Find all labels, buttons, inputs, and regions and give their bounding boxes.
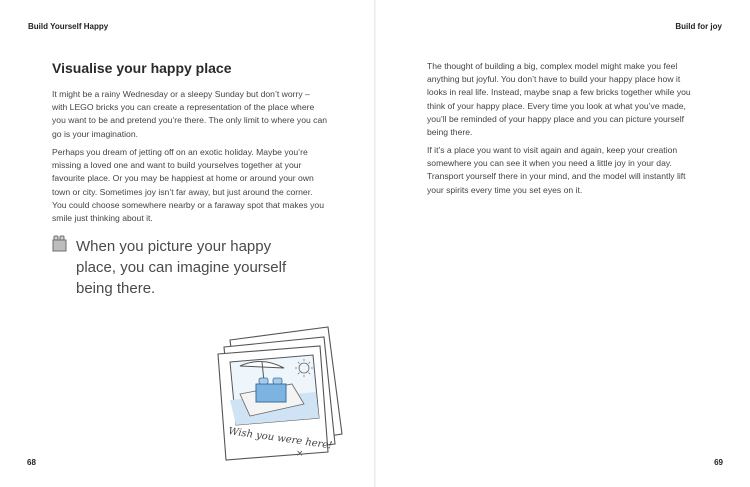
body-paragraph: If it’s a place you want to visit again and again, keep your creation somewhere you can see it when you need a little joy in your day. Transport yourself there in your mind, and the model will instantly lift your spirits every time you set eyes on it. — [427, 145, 686, 195]
lego-brick-icon — [50, 233, 70, 253]
page-number-right: 69 — [714, 458, 723, 467]
x-mark-icon: × — [296, 449, 304, 459]
right-page — [375, 0, 750, 487]
running-head-left: Build Yourself Happy — [28, 22, 109, 31]
body-paragraph: Perhaps you dream of jetting off on an exotic holiday. Maybe you’re missing a loved one and want to build yourselves together at your favourite place. Or you may be happiest at home or around your own town or city. Sometimes joy isn’t far away, but just around the corner. You could choose somewhere nearby or a faraway spot that makes you smile just thinking about it. — [52, 147, 324, 224]
body-paragraph: The thought of building a big, complex model might make you feel anything but joyful. You don’t have to build your happy place how it looks in real life. Instead, maybe snap a few bricks together while you think of your happy place. Every time you look at what you’ve made, you’ll be reminded of your happy place and you can picture yourself being there. — [427, 61, 691, 138]
polaroid-photos-illustration — [200, 322, 350, 462]
pull-quote: When you picture your happy place, you can imagine yourself being there. — [76, 238, 287, 297]
section-heading: Visualise your happy place — [52, 60, 232, 76]
body-paragraph: It might be a rainy Wednesday or a sleepy Sunday but don’t worry – with LEGO bricks you can create a representation of the place where you want to be and pretend you’re there. The only limit to where you can go is your imagination. — [52, 89, 328, 139]
running-head-right: Build for joy — [675, 22, 722, 31]
photo-caption: Wish you were here! — [227, 426, 333, 452]
page-number-left: 68 — [27, 458, 36, 467]
